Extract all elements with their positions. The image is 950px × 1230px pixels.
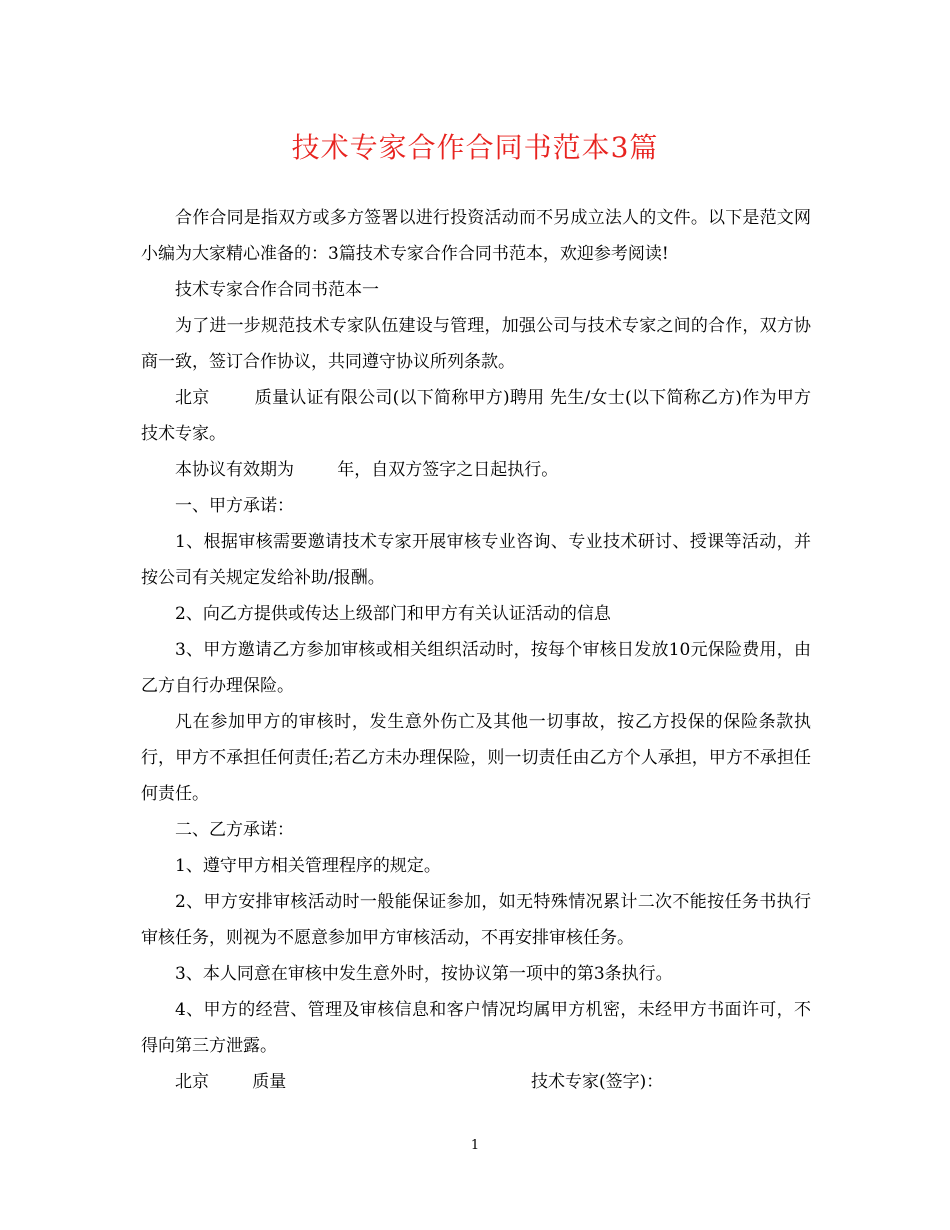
paragraph-template-heading: 技术专家合作合同书范本一 xyxy=(175,280,379,300)
clause-a-2: 2、向乙方提供或传达上级部门和甲方有关认证活动的信息 xyxy=(175,604,611,624)
paragraph-validity: 本协议有效期为 年，自双方签字之日起执行。 xyxy=(175,460,559,480)
clause-b-1: 1、遵守甲方相关管理程序的规定。 xyxy=(175,856,441,876)
clause-b-2: 2、甲方安排审核活动时一般能保证参加，如无特殊情况累计二次不能按任务书执行审核任务，则视为不愿意参加甲方审核活动，不再安排审核任务。 xyxy=(141,892,811,948)
section-heading-party-a: 一、甲方承诺： xyxy=(175,496,294,516)
signature-expert: 技术专家(签字)： xyxy=(531,1072,664,1092)
paragraph-parties: 北京 质量认证有限公司(以下简称甲方)聘用 先生/女士(以下简称乙方)作为甲方技术专家。 xyxy=(141,388,811,444)
section-heading-party-b: 二、乙方承诺： xyxy=(175,820,294,840)
page-number: 1 xyxy=(470,1138,480,1153)
clause-a-3: 3、甲方邀请乙方参加审核或相关组织活动时，按每个审核日发放10元保险费用，由乙方自行办理保险。 xyxy=(141,640,811,696)
clause-a-1: 1、根据审核需要邀请技术专家开展审核专业咨询、专业技术研讨、授课等活动，并按公司有关规定发给补助/报酬。 xyxy=(141,532,811,588)
document-body xyxy=(141,200,811,1100)
paragraph-intro: 合作合同是指双方或多方签署以进行投资活动而不另成立法人的文件。以下是范文网小编为大家精心准备的：3篇技术专家合作合同书范本，欢迎参考阅读! xyxy=(141,208,811,264)
clause-a-liability: 凡在参加甲方的审核时，发生意外伤亡及其他一切事故，按乙方投保的保险条款执行，甲方不承担任何责任;若乙方未办理保险，则一切责任由乙方个人承担，甲方不承担任何责任。 xyxy=(141,712,811,804)
document-title: 技术专家合作合同书范本3篇 xyxy=(291,131,659,164)
paragraph-purpose: 为了进一步规范技术专家队伍建设与管理，加强公司与技术专家之间的合作，双方协商一致，签订合作协议，共同遵守协议所列条款。 xyxy=(141,316,811,372)
clause-b-3: 3、本人同意在审核中发生意外时，按协议第一项中的第3条执行。 xyxy=(175,964,673,984)
signature-line xyxy=(141,1064,811,1100)
signature-company: 北京 质量 xyxy=(175,1072,287,1092)
clause-b-4: 4、甲方的经营、管理及审核信息和客户情况均属甲方机密，未经甲方书面许可，不得向第三方泄露。 xyxy=(141,1000,811,1056)
